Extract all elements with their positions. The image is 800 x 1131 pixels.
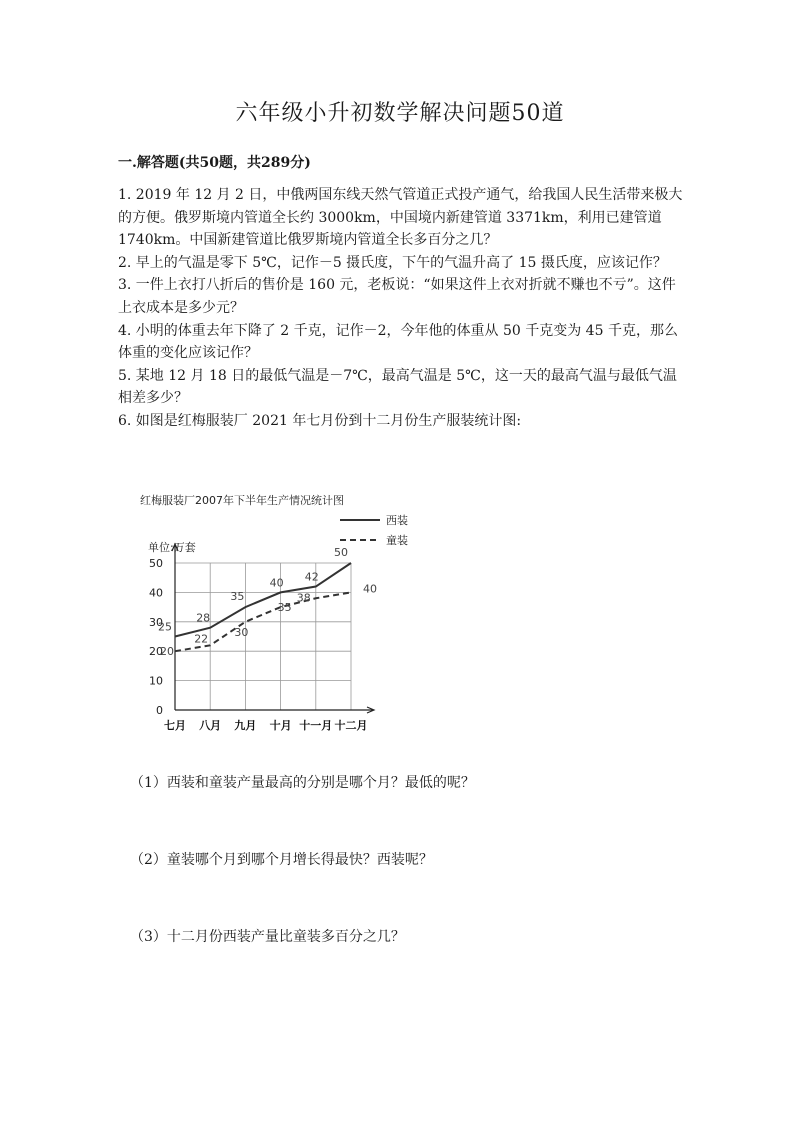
x-tick-label: 十二月 [334, 719, 368, 732]
data-label: 40 [269, 576, 284, 590]
sub-question-3: （3）十二月份西装产量比童装多百分之几？ [130, 929, 405, 945]
production-line-chart [108, 486, 408, 746]
data-label: 50 [334, 546, 348, 559]
data-label: 20 [160, 645, 174, 659]
data-label: 25 [158, 620, 172, 634]
data-label: 28 [196, 611, 211, 625]
y-tick-label: 30 [149, 615, 163, 629]
chart-axes [172, 544, 374, 713]
x-tick-label: 八月 [199, 719, 222, 732]
data-label: 35 [277, 601, 292, 615]
chart-ticks [149, 557, 368, 732]
y-tick-label: 20 [149, 645, 163, 659]
x-tick-label: 十一月 [299, 719, 333, 732]
chart-svg [108, 486, 408, 746]
x-tick-label: 十月 [269, 719, 292, 732]
page-title: 六年级小升初数学解决问题50道 [235, 101, 565, 126]
chart-title: 红梅服装厂2007年下半年生产情况统计图 [140, 494, 344, 507]
chart-legend [340, 513, 408, 547]
data-label: 35 [230, 590, 245, 604]
question-6: 6. 如图是红梅服装厂 2021 年七月份到十二月份生产服装统计图: [118, 412, 522, 429]
question-5: 5. 某地 12 月 18 日的最低气温是－7℃，最高气温是 5℃，这一天的最高气温与最低气温相差多少？ [118, 367, 677, 407]
data-label: 22 [194, 632, 209, 646]
sub-question-2: （2）童装哪个月到哪个月增长得最快？西装呢？ [130, 852, 433, 868]
legend-label-2: 童装 [386, 534, 408, 547]
data-label: 30 [234, 625, 249, 639]
question-4: 4. 小明的体重去年下降了 2 千克，记作－2，今年他的体重从 50 千克变为 45 千克，那么体重的变化应该记作？ [118, 322, 678, 362]
data-label: 42 [304, 570, 319, 584]
y-tick-label: 10 [149, 674, 163, 688]
series-line-1 [175, 563, 351, 637]
section-heading: 一.解答题(共50题，共289分) [118, 155, 311, 171]
y-tick-label: 50 [149, 557, 163, 570]
question-1: 1. 2019 年 12 月 2 日，中俄两国东线天然气管道正式投产通气，给我国人民生活带来极大的方便。俄罗斯境内管道全长约 3000km，中国境内新建管道 3371km，利用已建管道 1740km。中国新建管道比俄罗斯境内管道全长多百分之几？ [118, 187, 683, 249]
question-list [118, 184, 683, 433]
x-tick-label: 九月 [234, 719, 257, 732]
question-2: 2. 早上的气温是零下 5℃，记作－5 摄氏度，下午的气温升高了 15 摄氏度，应该记作？ [118, 254, 667, 271]
y-tick-label: 0 [156, 704, 163, 717]
chart-unit-label: 单位:万套 [148, 541, 196, 554]
x-tick-label: 七月 [164, 719, 186, 732]
data-label: 40 [363, 582, 377, 596]
data-label: 38 [296, 591, 311, 605]
sub-question-1: （1）西装和童装产量最高的分别是哪个月？最低的呢？ [130, 775, 475, 791]
legend-label-1: 西装 [386, 514, 408, 527]
question-3: 3. 一件上衣打八折后的售价是 160 元，老板说：“如果这件上衣对折就不赚也不亏”。这件上衣成本是多少元？ [118, 277, 676, 316]
y-tick-label: 40 [149, 586, 163, 600]
